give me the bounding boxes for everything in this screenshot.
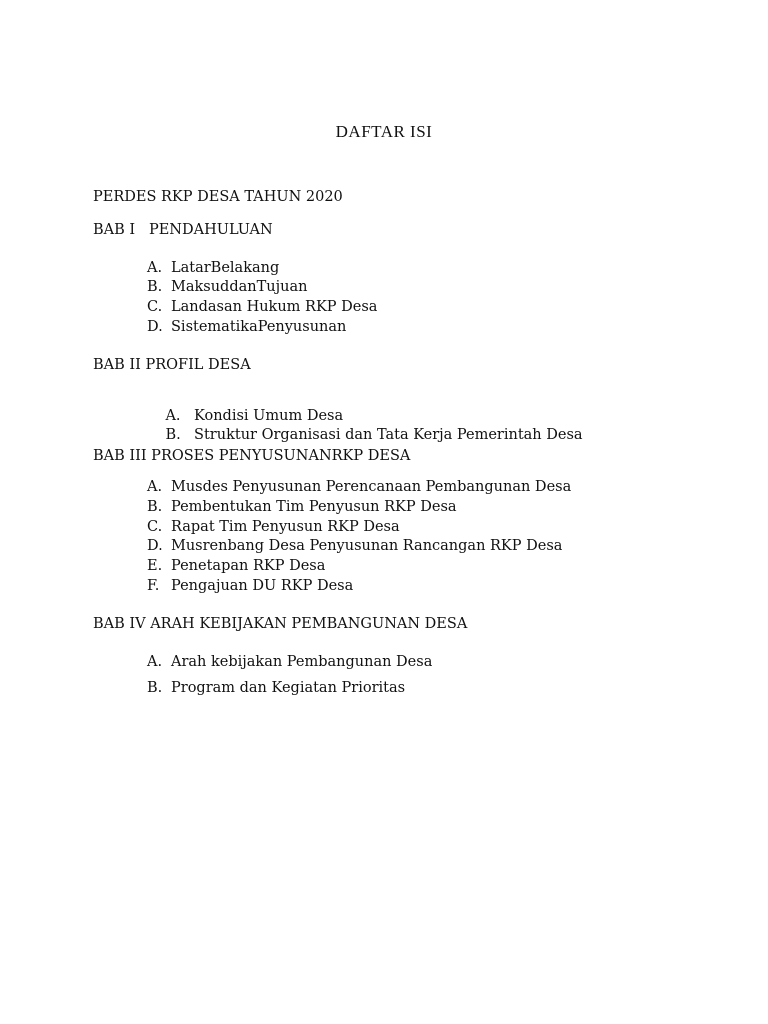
toc-item: D. Musrenbang Desa Penyusunan Rancangan RKP Desa <box>147 538 563 554</box>
toc-item: C. Landasan Hukum RKP Desa <box>147 299 378 315</box>
toc-item: B. Program dan Kegiatan Prioritas <box>147 680 406 696</box>
toc-item: A. LatarBelakang <box>147 260 280 276</box>
toc-item: A. Musdes Penyusunan Perencanaan Pembangunan Desa <box>147 479 572 495</box>
bab3-heading: BAB III PROSES PENYUSUNANRKP DESA <box>93 448 411 464</box>
page-title: DAFTAR ISI <box>335 122 433 141</box>
bab4-heading: BAB IV ARAH KEBIJAKAN PEMBANGUNAN DESA <box>93 616 468 632</box>
toc-item: A. Arah kebijakan Pembangunan Desa <box>147 654 433 670</box>
bab1-heading: BAB I PENDAHULUAN <box>93 222 273 238</box>
toc-item: E. Penetapan RKP Desa <box>147 558 326 574</box>
toc-item: C. Rapat Tim Penyusun RKP Desa <box>147 519 400 535</box>
toc-item: B. Pembentukan Tim Penyusun RKP Desa <box>147 499 457 515</box>
bab2-heading: BAB II PROFIL DESA <box>93 357 251 373</box>
toc-item: D. SistematikaPenyusunan <box>147 319 347 335</box>
toc-item: B. MaksuddanTujuan <box>147 279 308 295</box>
perdes-heading: PERDES RKP DESA TAHUN 2020 <box>93 189 343 205</box>
toc-item: F. Pengajuan DU RKP Desa <box>147 578 354 594</box>
toc-item: A. Kondisi Umum Desa <box>165 408 344 424</box>
toc-item: B. Struktur Organisasi dan Tata Kerja Pemerintah Desa <box>165 427 583 443</box>
